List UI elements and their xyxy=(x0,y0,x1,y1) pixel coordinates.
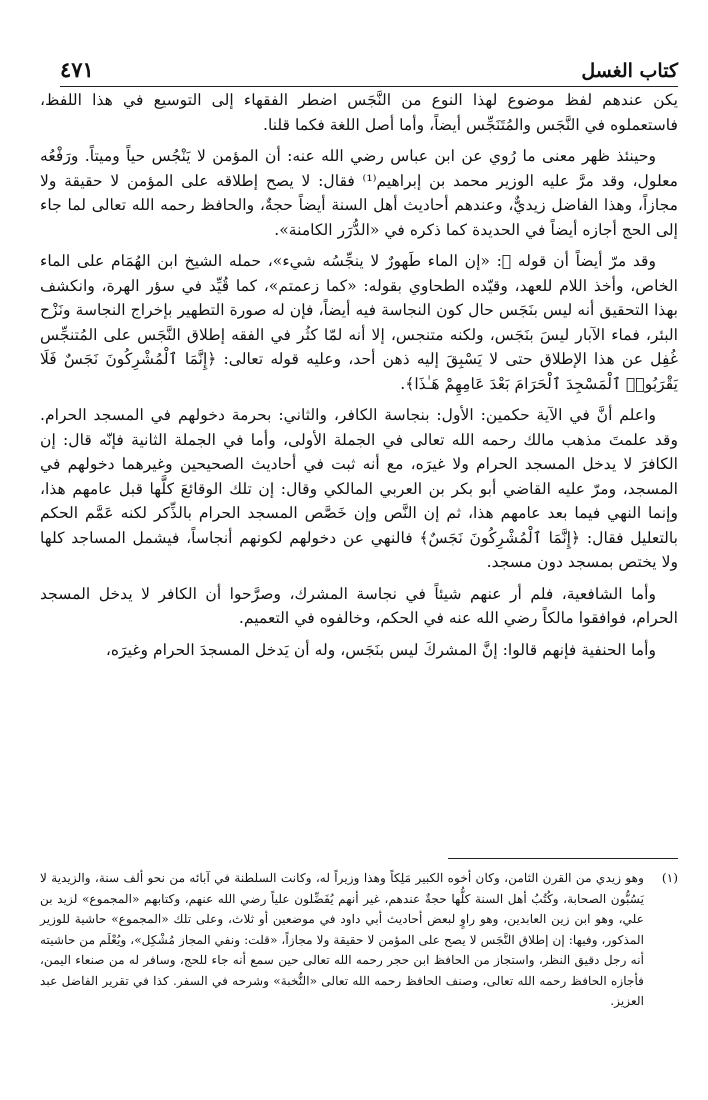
footnote-text: وهو زيدي من القرن الثامن، وكان أخوه الكبير مَلِكاً وهذا وزيراً له، وكانت السلطنة في آبائه من نحو ألف سنة، والزيدية لا يَسُبُّون الصحابة، وكُتُبُ أهل السنة كلُّها حجةٌ عندهم، غير أنهم يُفَضِّلون علياً رضي الله عنهم، وكتابهم «المجموع» لزيد بن علي، وهو ابن زين العابدين، وهو راوٍ لبعض أحاديث أبي داود في موضعين أو ثلاث، وعلى تلك «المجموع» حاشية للوزير المذكور، وفيها: إن إطلاق النَّجَس لا يصح على المؤمن لا حقيقة ولا مجازاً، «قلت: ونفي المجاز مُشْكِل»، ويُعْلَم من حاشيته أنه رجل دقيق النظر، واستجاز من الحافظ ابن حجر رحمه الله تعالى حين سمع أنه جاء للحج، وسافر له من صنعاء اليمن، فأجازه الحافظ رحمه الله تعالى، وصنف الحافظ رحمه الله تعالى «النُّخبة» وشرحه في السفر. كذا في تقرير الفاضل عبد العزيز. xyxy=(40,871,644,1008)
paragraph: وحينئذ ظهر معنى ما رُوي عن ابن عباس رضي الله عنه: أن المؤمن لا يَنْجُس حياً وميتاً. ورَفْعُه معلول، وقد مرَّ عليه الوزير محمد بن إبراهيم⁽¹⁾ فقال: لا يصح إطلاقه على المؤمن لا حقيقة ولا مجازاً، وهذا الفاضل زيديٌّ، وعندهم أحاديث أهل السنة أيضاً حجةٌ، والحافظ رحمه الله تعالى لما جاء إلى الحج أجازه أيضاً في الحديدة كما ذكره في «الدُّرَر الكامنة». xyxy=(40,147,678,239)
page-number: ٤٧١ xyxy=(60,57,94,82)
main-text xyxy=(40,88,678,669)
page-header xyxy=(60,52,678,87)
paragraph: وأما الحنفية فإنهم قالوا: إنَّ المشركَ ليس بنَجَس، وله أن يَدخل المسجدَ الحرام وغيرَه، xyxy=(105,640,656,659)
footnote-number: (١) xyxy=(661,871,678,885)
paragraph: واعلم أنَّ في الآية حكمين: الأول: بنجاسة الكافر، والثاني: بحرمة دخولهم في المسجد الحرام. وقد علمتَ مذهب مالك رحمه الله تعالى في الجملة الأولى، وأما في الجملة الثانية فإنّه قال: إن الكافرَ لا يدخل المسجد الحرام ولا غيرَه، مع أنه ثبت في أحاديث الصحيحين وغيرهما دخولهم في المسجد، ومرّ عليه القاضي أبو بكر بن العربي المالكي وقال: إن تلك الوقائعَ كلَّها قبل عامهم هذا، وإنما النهي فيما بعد عامهم هذا، ثم إن النَّص وإن خَصَّص المسجد الحرام بالذِّكر لكنه عَمَّم الحكم بالتعليل فقال: ﴿إِنَّمَا ٱلْمُشْرِكُونَ نَجَسٌ﴾ فالنهي عن دخولهم لكونهم أنجاساً، فيشمل المساجد كلها ولا يختص بمسجد دون مسجد. xyxy=(40,406,678,571)
footnote xyxy=(40,868,678,1012)
paragraph: وأما الشافعية، فلم أر عنهم شيئاً في نجاسة المشرك، وصرَّحوا أن الكافر لا يدخل المسجد الحرام، فوافقوا مالكاً رضي الله عنه في الحكم، وخالفوه في التعميم. xyxy=(40,584,678,627)
paragraph: وقد مرّ أيضاً أن قوله ﷺ: «إن الماء طَهورٌ لا ينجِّسُه شيء»، حمله الشيخ ابن الهُمَام على الماء الخاص، وأخذ اللام للعهد، وقيّده الطحاوي بقوله: «كما زعمتم»، كما قُيِّد في سؤر الهرة، وانكشف بهذا التحقيق أنه ليس بنَجَس حال كون النجاسة فيه أيضاً، فإن له صورة التطهير بإخراج النجاسة ونَزْح البئر، فماء الآبار ليسَ بنَجَس، ولكنه متنجس، إلا أنه لمّا كثُر في الفقه إطلاق النَّجَس على المُتنجِّس غُفِل عن هذا الإطلاق حتى لا يَسْبِقَ إليه ذهن أحد، وعليه قوله تعالى: ﴿إِنَّمَا ٱلْمُشْرِكُونَ نَجَسٌ فَلَا يَقْرَبُوا۟ ٱلْمَسْجِدَ ٱلْحَرَامَ بَعْدَ عَامِهِمْ هَـٰذَا﴾. xyxy=(40,252,678,393)
chapter-title: كتاب الغسل xyxy=(581,60,678,82)
footnote-divider xyxy=(448,858,678,859)
paragraph: يكن عندهم لفظ موضوع لهذا النوع من النَّجَس اضطر الفقهاء إلى التوسيع في هذا اللفظ، فاستعملوه في النَّجَس والمُتَنَجِّس أيضاً، وأما أصل اللغة فكما قلنا. xyxy=(40,91,678,134)
